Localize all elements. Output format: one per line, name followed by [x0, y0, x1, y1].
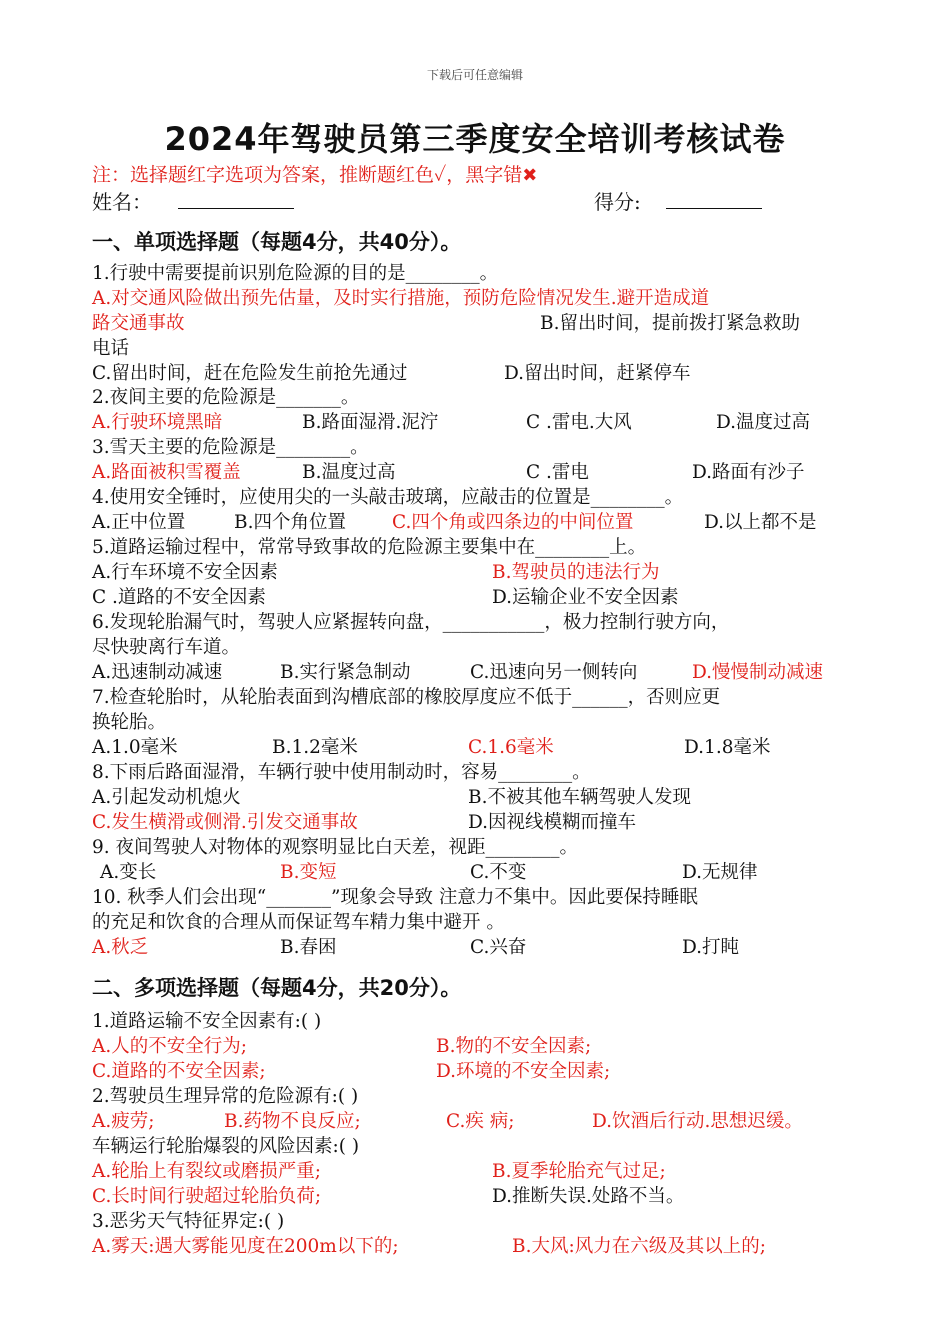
- option-c: C.迅速向另一侧转向: [470, 662, 638, 683]
- option-b: B.药物不良反应;: [224, 1111, 361, 1132]
- option-d: D.路面有沙子: [692, 462, 805, 483]
- option-b: B.大风:风力在六级及其以上的;: [512, 1236, 766, 1257]
- option-c: C .雷电.大风: [526, 412, 632, 433]
- section1-heading: 一、单项选择题（每题4分，共40分）。: [92, 230, 462, 254]
- question-text: 5.道路运输过程中，常常导致事故的危险源主要集中在________上。: [92, 537, 647, 558]
- x-mark-icon: ✖: [522, 165, 538, 186]
- question-text: 1.道路运输不安全因素有:( ): [92, 1011, 322, 1032]
- option-b: B.四个角位置: [234, 512, 346, 533]
- option-a: A.路面被积雪覆盖: [92, 462, 241, 483]
- score-blank[interactable]: [666, 208, 762, 209]
- option-d: D.饮酒后行动.思想迟缓。: [592, 1111, 803, 1132]
- question-text: 1.行驶中需要提前识别危险源的目的是________。: [92, 263, 499, 284]
- header-note: 下载后可任意编辑: [426, 68, 523, 82]
- option-a: A.变长: [100, 862, 157, 883]
- question-text: 3.恶劣天气特征界定:( ): [92, 1211, 285, 1232]
- option-d: D.无规律: [682, 862, 758, 883]
- question-text: 4.使用安全锤时，应使用尖的一头敲击玻璃，应敲击的位置是________。: [92, 487, 684, 508]
- answer-note: [92, 160, 537, 187]
- answer-note-text: 注：选择题红字选项为答案，推断题红色✓，黑字错: [92, 164, 523, 186]
- option-d: D.温度过高: [716, 412, 811, 433]
- option-a: A.行车环境不安全因素: [92, 562, 278, 583]
- option-d: D.1.8毫米: [684, 737, 771, 758]
- option-a-cont: 路交通事故: [92, 313, 185, 334]
- question-text: 10. 秋季人们会出现“_______”现象会导致 注意力不集中。因此要保持睡眠: [92, 887, 698, 908]
- option-b-cont: 电话: [92, 338, 130, 359]
- option-c: C.1.6毫米: [468, 737, 554, 758]
- option-b: B.1.2毫米: [272, 737, 358, 758]
- option-b: B.不被其他车辆驾驶人发现: [468, 787, 691, 808]
- option-a: A.正中位置: [92, 512, 186, 533]
- question-text: 2.夜间主要的危险源是_______。: [92, 387, 360, 408]
- option-c: C .雷电: [526, 462, 589, 483]
- question-text: 9. 夜间驾驶人对物体的观察明显比白天差，视距________。: [92, 837, 579, 858]
- option-b: B.路面湿滑.泥泞: [302, 412, 439, 433]
- option-b: B.留出时间，提前拨打紧急救助: [540, 313, 800, 334]
- question-text: 6.发现轮胎漏气时，驾驶人应紧握转向盘，___________，极力控制行驶方向，: [92, 612, 730, 633]
- option-c: C.兴奋: [470, 937, 527, 958]
- option-b: B.物的不安全因素;: [436, 1036, 592, 1057]
- option-c: C.发生横滑或侧滑.引发交通事故: [92, 812, 358, 833]
- option-d: D.因视线模糊而撞车: [468, 812, 637, 833]
- option-a: A.引起发动机熄火: [92, 787, 241, 808]
- option-c: C.四个角或四条边的中间位置: [392, 512, 634, 533]
- question-text: 车辆运行轮胎爆裂的风险因素:( ): [92, 1136, 360, 1157]
- option-d: D.以上都不是: [704, 512, 817, 533]
- option-a: A.1.0毫米: [92, 737, 178, 758]
- name-blank[interactable]: [178, 208, 294, 209]
- question-text: 2.驾驶员生理异常的危险源有:( ): [92, 1086, 359, 1107]
- option-c: C.不变: [470, 862, 527, 883]
- score-label: 得分:: [594, 190, 641, 214]
- option-d: D.推断失误.处路不当。: [492, 1186, 685, 1207]
- question-text: 3.雪天主要的危险源是________。: [92, 437, 369, 458]
- name-label: 姓名：: [92, 190, 152, 214]
- option-d: D.留出时间，赶紧停车: [504, 363, 691, 384]
- section2-heading: 二、多项选择题（每题4分，共20分）。: [92, 976, 462, 1000]
- question-text: 8.下雨后路面湿滑，车辆行驶中使用制动时，容易________。: [92, 762, 591, 783]
- option-d: D.环境的不安全因素;: [436, 1061, 611, 1082]
- option-b: B.春困: [280, 937, 337, 958]
- option-d: D.打盹: [682, 937, 740, 958]
- option-a: A.疲劳;: [92, 1111, 155, 1132]
- option-c: C.道路的不安全因素;: [92, 1061, 266, 1082]
- page-title: 2024年驾驶员第三季度安全培训考核试卷: [164, 120, 786, 158]
- option-c: C.留出时间，赶在危险发生前抢先通过: [92, 363, 408, 384]
- question-text-cont: 的充足和饮食的合理从而保证驾车精力集中避开 。: [92, 912, 505, 933]
- question-text: 7.检查轮胎时，从轮胎表面到沟槽底部的橡胶厚度应不低于______，否则应更: [92, 687, 721, 708]
- option-c: C .道路的不安全因素: [92, 587, 266, 608]
- option-a: A.对交通风险做出预先估量，及时实行措施，预防危险情况发生.避开造成道: [92, 288, 710, 309]
- option-b: B.变短: [280, 862, 337, 883]
- option-a: A.轮胎上有裂纹或磨损严重;: [92, 1161, 321, 1182]
- option-c: C.疾 病;: [446, 1111, 515, 1132]
- option-a: A.迅速制动减速: [92, 662, 223, 683]
- option-c: C.长时间行驶超过轮胎负荷;: [92, 1186, 322, 1207]
- option-d: D.运输企业不安全因素: [492, 587, 679, 608]
- option-b: B.温度过高: [302, 462, 396, 483]
- option-d: D.慢慢制动减速: [692, 662, 824, 683]
- option-b: B.实行紧急制动: [280, 662, 411, 683]
- option-b: B.驾驶员的违法行为: [492, 562, 660, 583]
- option-a: A.秋乏: [92, 937, 149, 958]
- option-a: A.人的不安全行为;: [92, 1036, 247, 1057]
- question-text-cont: 换轮胎。: [92, 712, 167, 733]
- option-a: A.行驶环境黑暗: [92, 412, 223, 433]
- question-text-cont: 尽快驶离行车道。: [92, 637, 241, 658]
- option-b: B.夏季轮胎充气过足;: [492, 1161, 666, 1182]
- option-a: A.雾天:遇大雾能见度在200m以下的;: [92, 1236, 399, 1257]
